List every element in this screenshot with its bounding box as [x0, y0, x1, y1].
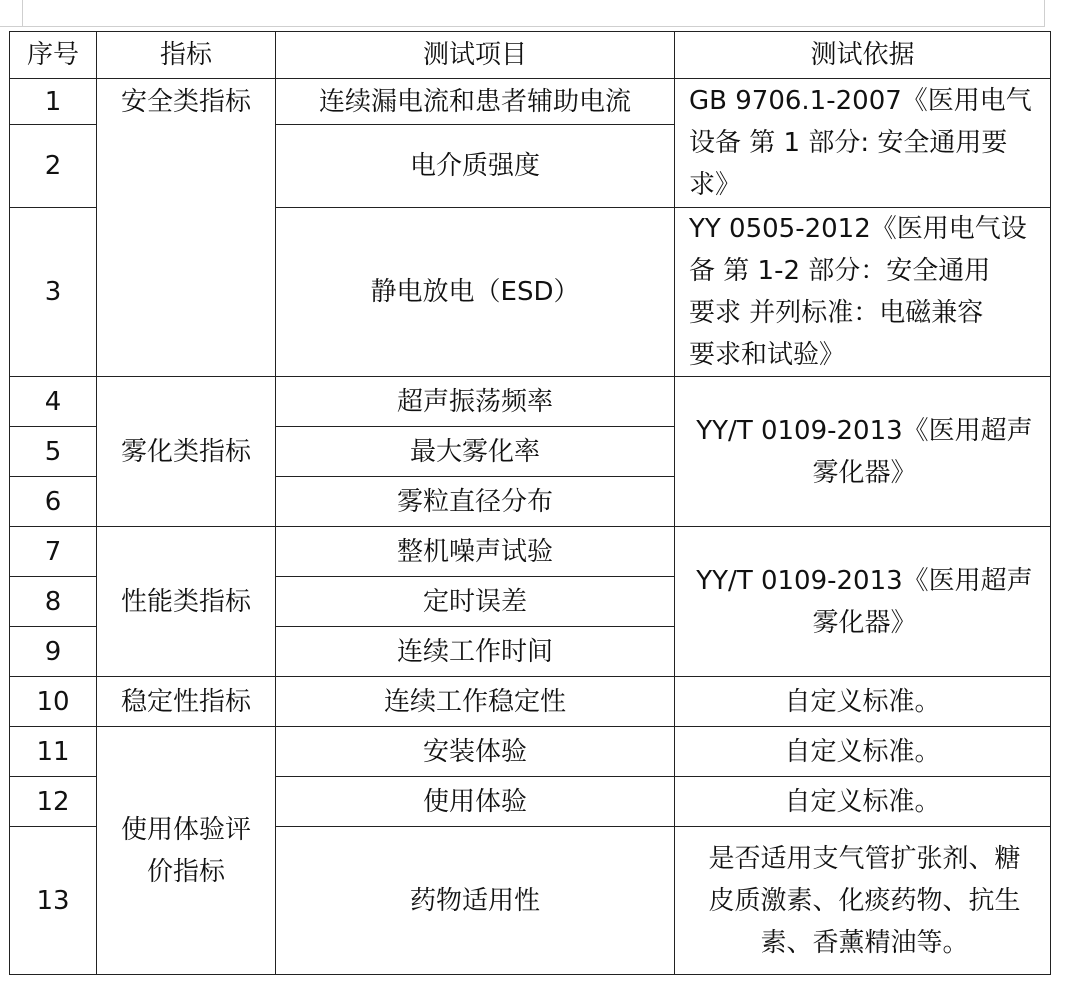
basis-line: 求》: [689, 170, 742, 200]
basis-drug-applicability: [675, 827, 1051, 975]
test-item: 连续工作稳定性: [276, 677, 675, 727]
test-indicator-table: [9, 31, 1051, 975]
basis-line: YY/T 0109-2013《医用超声: [696, 565, 1033, 596]
basis-line: 皮质激素、化痰药物、抗生: [708, 885, 1021, 916]
table-row: [10, 377, 1051, 427]
header-no: 序号: [10, 32, 97, 79]
table-row: [10, 79, 1051, 125]
page-left-margin-line: [22, 0, 23, 26]
basis-line: 设备 第 1 部分: 安全通用要: [689, 128, 1008, 158]
basis-yyt0109: [675, 377, 1051, 527]
row-number: 6: [10, 477, 97, 527]
basis-line: 雾化器》: [812, 457, 917, 488]
page-top-border: [0, 26, 1045, 27]
row-number: 7: [10, 527, 97, 577]
table-row: [10, 727, 1051, 777]
test-item: 雾粒直径分布: [276, 477, 675, 527]
header-indicator: 指标: [97, 32, 276, 79]
category-line: 价指标: [146, 856, 225, 887]
basis-custom: 自定义标准。: [675, 777, 1051, 827]
test-item: 定时误差: [276, 577, 675, 627]
page-right-margin-line: [1044, 0, 1045, 26]
basis-custom: 自定义标准。: [675, 727, 1051, 777]
row-number: 1: [10, 79, 97, 125]
category-experience: [97, 727, 276, 975]
test-item: 连续漏电流和患者辅助电流: [276, 79, 675, 125]
basis-line: YY/T 0109-2013《医用超声: [696, 415, 1033, 446]
test-item: 整机噪声试验: [276, 527, 675, 577]
basis-line: 是否适用支气管扩张剂、糖: [708, 843, 1021, 874]
basis-yy0505: [675, 208, 1051, 377]
basis-yyt0109: [675, 527, 1051, 677]
row-number: 11: [10, 727, 97, 777]
basis-line: 要求和试验》: [689, 340, 846, 370]
basis-line: 雾化器》: [812, 607, 917, 638]
basis-line: 要求 并列标准：电磁兼容: [689, 298, 984, 328]
basis-line: 备 第 1-2 部分：安全通用: [689, 256, 991, 286]
row-number: 4: [10, 377, 97, 427]
test-item: 安装体验: [276, 727, 675, 777]
basis-custom: 自定义标准。: [675, 677, 1051, 727]
test-item: 连续工作时间: [276, 627, 675, 677]
category-performance: 性能类指标: [97, 527, 276, 677]
row-number: 12: [10, 777, 97, 827]
row-number: 8: [10, 577, 97, 627]
row-number: 3: [10, 208, 97, 377]
basis-line: GB 9706.1-2007《医用电气: [689, 86, 1032, 116]
test-item: 药物适用性: [276, 827, 675, 975]
row-number: 5: [10, 427, 97, 477]
header-basis: 测试依据: [675, 32, 1051, 79]
row-number: 9: [10, 627, 97, 677]
basis-line: YY 0505-2012《医用电气设: [689, 214, 1027, 244]
row-number: 2: [10, 125, 97, 208]
category-nebulization: 雾化类指标: [97, 377, 276, 527]
category-line: 使用体验评: [120, 814, 251, 845]
basis-gb9706: [675, 79, 1051, 208]
table-row: [10, 527, 1051, 577]
category-stability: 稳定性指标: [97, 677, 276, 727]
test-item: 最大雾化率: [276, 427, 675, 477]
header-row: [10, 32, 1051, 79]
header-test-item: 测试项目: [276, 32, 675, 79]
test-item: 电介质强度: [276, 125, 675, 208]
test-item: 静电放电（ESD）: [276, 208, 675, 377]
table-row: [10, 677, 1051, 727]
basis-line: 素、香薰精油等。: [760, 927, 969, 958]
category-safety: 安全类指标: [97, 79, 276, 377]
test-item: 超声振荡频率: [276, 377, 675, 427]
row-number: 13: [10, 827, 97, 975]
test-item: 使用体验: [276, 777, 675, 827]
row-number: 10: [10, 677, 97, 727]
